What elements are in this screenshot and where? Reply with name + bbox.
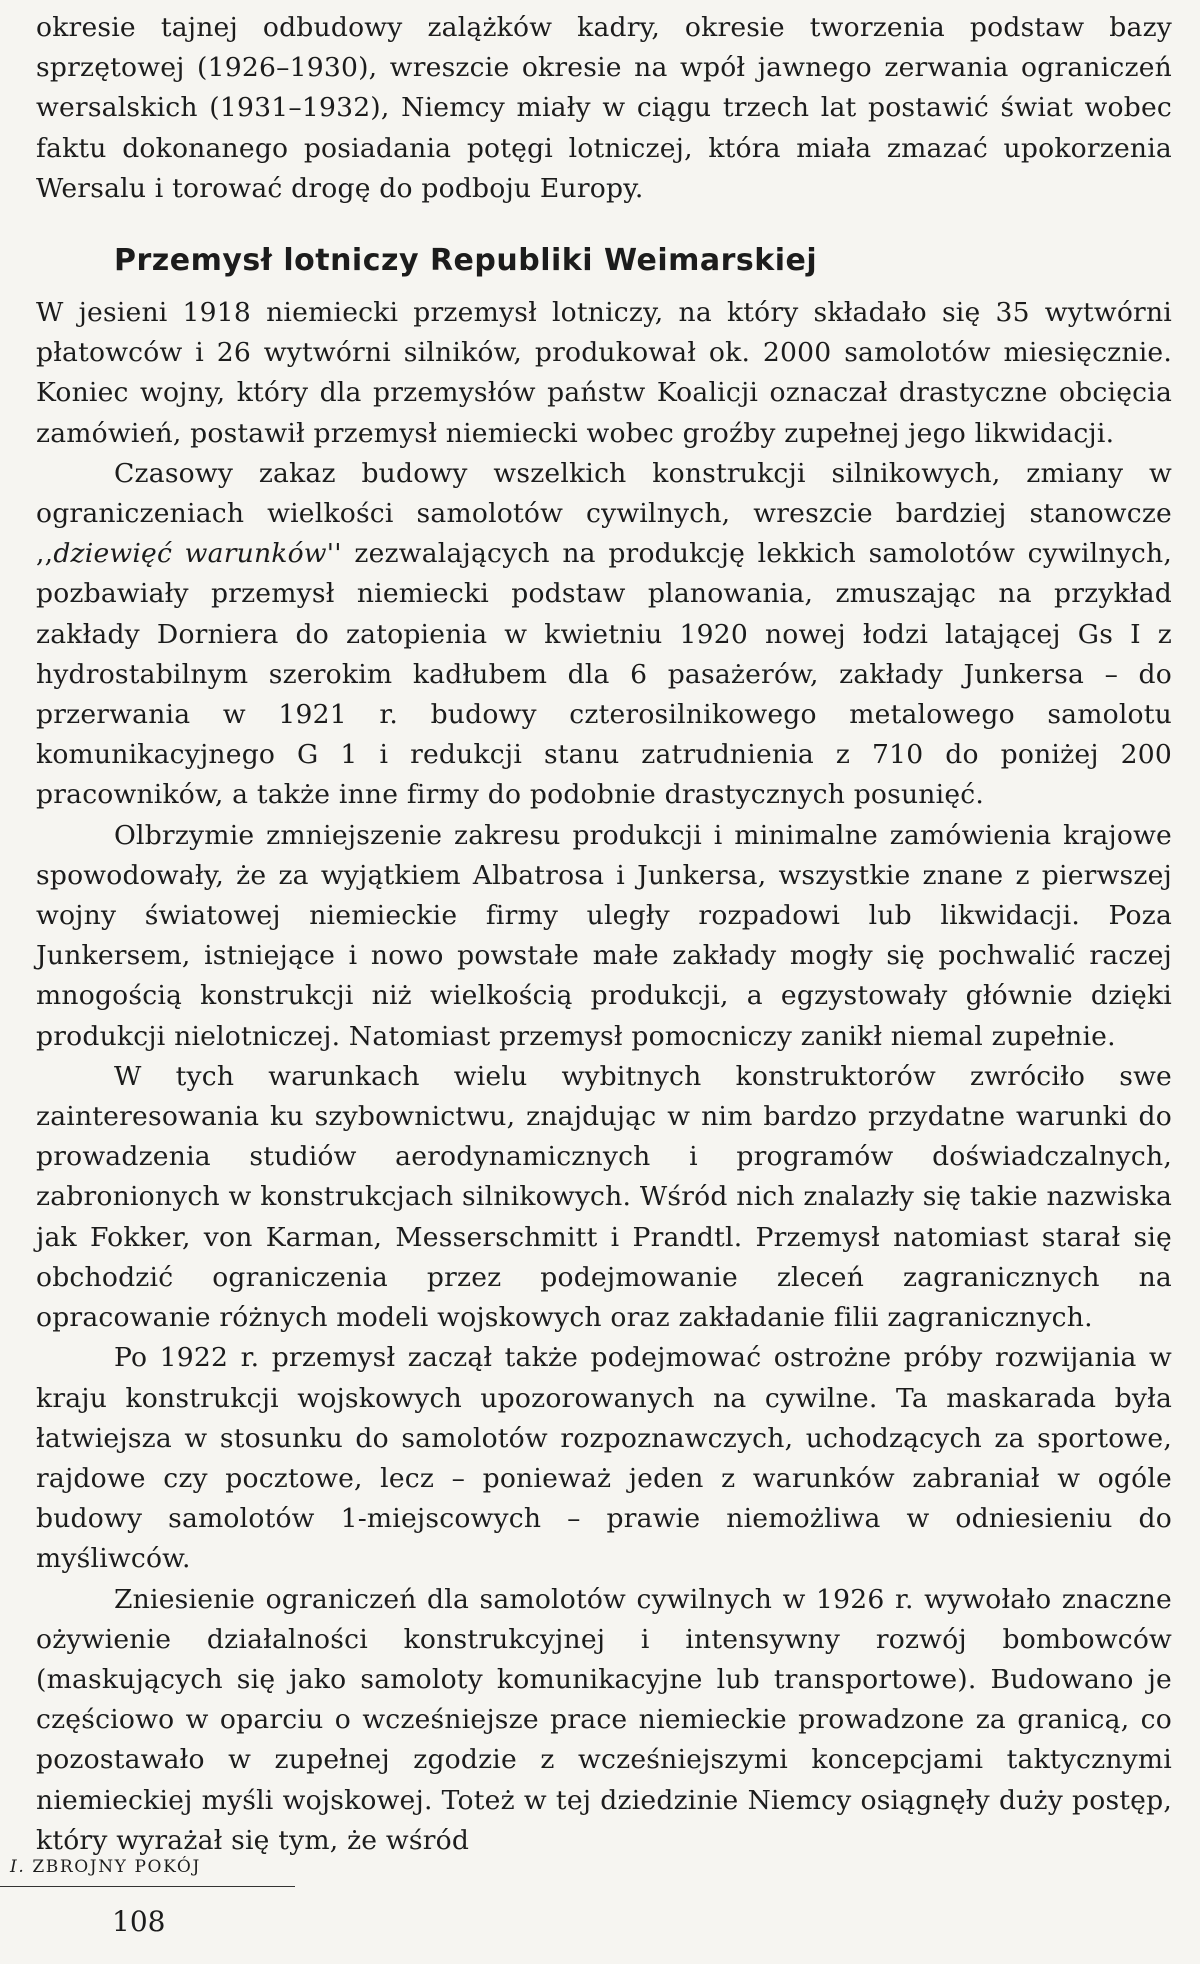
running-footer <box>10 1857 201 1877</box>
paragraph-2 <box>36 454 1172 816</box>
paragraph-5: Po 1922 r. przemysł zaczął także podejmować ostrożne próby rozwijania w kraju konstrukcji wojskowych upozorowanych na cywilne. Ta maskarada była łatwiejsza w stosunku do samolotów rozpoznawczych, uchodzących za sportowe, rajdowe czy pocztowe, lecz – ponieważ jeden z warunków zabraniał w ogóle budowy samolotów 1-miejscowych – prawie niemożliwa w odniesieniu do myśliwców. <box>36 1342 1172 1575</box>
paragraph-2-emphasis: dziewięć warunków <box>53 538 327 570</box>
paragraph-3: Olbrzymie zmniejszenie zakresu produkcji i minimalne zamówienia krajowe spowodowały, że za wyjątkiem Albatrosa i Junkersa, wszystkie znane z pierwszej wojny światowej niemieckie firmy uległy rozpadowi lub likwidacji. Poza Junkersem, istniejące i nowo powstałe małe zakłady mogły się pochwalić raczej mnogością konstrukcji niż wielkością produkcji, a egzystowały głównie dzięki produkcji nielotniczej. Natomiast przemysł pomocniczy zanikł niemal zupełnie. <box>36 819 1172 1052</box>
page-number: 108 <box>112 1905 166 1938</box>
paragraph-2-text-a: Czasowy zakaz budowy wszelkich konstrukcji silnikowych, zmiany w ograniczeniach wielkości samolotów cywilnych, wreszcie bardziej stanowcze ,, <box>36 457 1172 570</box>
body-text <box>36 8 1172 1861</box>
section-heading: Przemysł lotniczy Republiki Weimarskiej <box>114 243 818 279</box>
paragraph-4: W tych warunkach wielu wybitnych konstruktorów zwróciło swe zainteresowania ku szybownictwu, znajdując w nim bardzo przydatne warunki do prowadzenia studiów aerodynamicznych i programów doświadczalnych, zabronionych w konstrukcjach silnikowych. Wśród nich znalazły się takie nazwiska jak Fokker, von Karman, Messerschmitt i Prandtl. Przemysł natomiast starał się obchodzić ograniczenia przez podejmowanie zleceń zagranicznych na opracowanie różnych modeli wojskowych oraz zakładanie filii zagranicznych. <box>36 1060 1172 1334</box>
paragraph-6: Zniesienie ograniczeń dla samolotów cywilnych w 1926 r. wywołało znaczne ożywienie działalności konstrukcyjnej i intensywny rozwój bombowców (maskujących się jako samoloty komunikacyjne lub transportowe). Budowano je częściowo w oparciu o wcześniejsze prace niemieckie prowadzone za granicą, co pozostawało w zupełnej zgodzie z wcześniejszymi koncepcjami taktycznymi niemieckiej myśli wojskowej. Toteż w tej dziedzinie Niemcy osiągnęły duży postęp, który wyrażał się tym, że wśród <box>36 1583 1172 1856</box>
footer-rule <box>0 1886 295 1887</box>
paragraph-2-text-b: '' zezwalających na produkcję lekkich samolotów cywilnych, pozbawiały przemysł niemiecki podstaw planowania, zmuszając na przykład zakłady Dorniera do zatopienia w kwietniu 1920 nowej łodzi latającej Gs I z hydrostabilnym szerokim kadłubem dla 6 pasażerów, zakłady Junkersa – do przerwania w 1921 r. budowy czterosilnikowego metalowego samolotu komunikacyjnego G 1 i redukcji stanu zatrudnienia z 710 do poniżej 200 pracowników, a także inne firmy do podobnie drastycznych posunięć. <box>36 538 1172 811</box>
paragraph-1: W jesieni 1918 niemiecki przemysł lotniczy, na który składało się 35 wytwórni płatowców i 26 wytwórni silników, produkował ok. 2000 samolotów miesięcznie. Koniec wojny, który dla przemysłów państw Koalicji oznaczał drastyczne obcięcia zamówień, postawił przemysł niemiecki wobec groźby zupełnej jego likwidacji. <box>36 297 1172 449</box>
paragraph-continuation: okresie tajnej odbudowy zalążków kadry, okresie tworzenia podstaw bazy sprzętowej (1926–1930), wreszcie okresie na wpół jawnego zerwania ograniczeń wersalskich (1931–1932), Niemcy miały w ciągu trzech lat postawić świat wobec faktu dokonanego posiadania potęgi lotniczej, która miała zmazać upokorzenia Wersalu i torować drogę do podboju Europy. <box>36 12 1172 204</box>
chapter-title: ZBROJNY POKÓJ <box>32 1857 201 1877</box>
chapter-numeral: I. <box>10 1857 26 1877</box>
